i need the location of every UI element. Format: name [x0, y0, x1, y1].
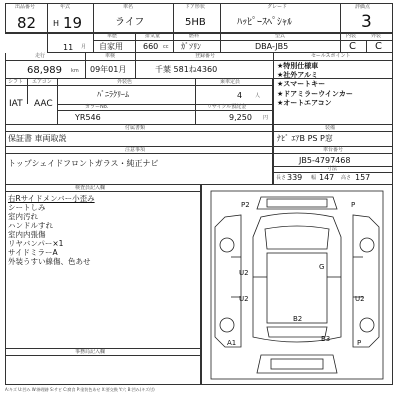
inspection-label: 検査員記入欄 — [75, 185, 106, 191]
ext-grade: C — [375, 41, 382, 52]
colorno: YR546 — [75, 113, 101, 122]
car-label: 車名 — [123, 4, 134, 10]
mark-b3: B3 — [321, 335, 331, 343]
score-label: 評価点 — [355, 4, 371, 10]
ac-label: エアコン — [32, 79, 52, 85]
mark-u2-b: U2 — [239, 295, 249, 303]
auction-sheet — [5, 3, 393, 395]
height: 157 — [355, 173, 371, 182]
plate: 千葉 581ね4360 — [155, 65, 218, 74]
doors-label: ドア形状 — [185, 4, 205, 10]
shift-label: シフト — [8, 79, 24, 85]
model-label: 型式 — [275, 33, 286, 39]
int-label: 内装 — [346, 33, 357, 39]
lot-label: 出品番号 — [15, 4, 36, 10]
vin: JB5-4797468 — [299, 156, 351, 165]
inspection-notes — [8, 194, 95, 266]
mark-u2: U2 — [239, 269, 249, 277]
sales-point: ★特別仕様車 — [277, 62, 319, 70]
month: 11 — [63, 43, 74, 52]
size-label: 寸法 — [327, 166, 338, 172]
office-label: 事務局記入欄 — [75, 349, 106, 355]
use: 自家用 — [99, 42, 123, 51]
era: H — [53, 19, 60, 28]
width: 147 — [319, 173, 335, 182]
recycle-unit: 円 — [263, 115, 269, 121]
cc-label: 排気量 — [145, 33, 161, 39]
colorno-label: カラーNo. — [85, 104, 109, 110]
year: 19 — [63, 14, 83, 32]
score: 3 — [361, 12, 372, 32]
len-label: 長さ — [276, 175, 287, 181]
mark-a1: A1 — [227, 339, 237, 347]
month-unit: 月 — [81, 44, 87, 50]
left-side — [215, 215, 241, 347]
ext-label: 外装 — [371, 33, 382, 39]
right-side — [353, 215, 379, 347]
fuel: ｶﾞｿﾘﾝ — [181, 42, 201, 51]
grade: ﾊｯﾋﾟｰｽﾍﾟｼｬﾙ — [237, 17, 292, 28]
equipment-text: ﾅﾋﾞ ｴｱB PS P窓 — [277, 134, 333, 143]
mileage-label: 走行 — [35, 53, 46, 59]
inspection-line: ハンドルすれ — [8, 221, 53, 230]
cc-unit: cc — [163, 44, 169, 50]
width-label: 幅 — [311, 175, 317, 181]
doors: 5HB — [185, 17, 206, 28]
documents-label: 付属書類 — [125, 125, 146, 131]
chassis-label: 車台番号 — [323, 147, 344, 153]
diagram-frame — [211, 191, 383, 379]
inspection-line: 外装うすい線傷、色あせ — [8, 257, 91, 266]
len: 339 — [287, 173, 303, 182]
mark-p2: P2 — [241, 201, 250, 209]
mark-p: P — [351, 201, 356, 209]
inspection-line: 室内汚れ — [8, 212, 38, 221]
recycle: 9,250 — [229, 113, 252, 122]
notes-text: トップシェイドフロントガラス・純正ナビ — [8, 159, 159, 168]
car-name: ライフ — [115, 17, 145, 28]
year-label: 年式 — [60, 4, 71, 10]
inspection-line: サイドミラーA — [8, 248, 58, 257]
sales-points — [277, 62, 353, 108]
inspection-line: シートしみ — [8, 203, 46, 212]
color: ﾊﾞﾆﾗｸﾘｰﾑ — [97, 90, 129, 99]
shaken-label: 車検 — [105, 53, 116, 59]
footer-legend: A:キズ U:凹み W:修理跡 S:サビ C:腐食 P:塗装色あせ X:要交換 Y:穴 B:凹み(キズ付) — [5, 387, 155, 392]
sales-point: ★ドアミラーウインカー — [277, 89, 353, 98]
mileage-unit: km — [71, 68, 79, 74]
fuel-label: 燃料 — [189, 33, 200, 39]
mark-u2-c: U2 — [355, 295, 365, 303]
grade-label: グレード — [267, 4, 288, 10]
notes-label: 注意事項 — [125, 147, 146, 153]
use-label: 車歴 — [107, 33, 118, 39]
height-label: 高さ — [341, 175, 352, 181]
sales-point: ★オートエアコン — [277, 98, 332, 107]
mark-g: G — [319, 263, 325, 271]
int-grade: C — [349, 41, 356, 52]
recycle-label: リサイクル預託金 — [207, 104, 247, 110]
shaken: 09年01月 — [90, 65, 127, 74]
rear-view — [257, 355, 337, 373]
documents-text: 保証書 車両取説 — [8, 134, 67, 143]
inspection-line: 室内内張傷 — [8, 230, 46, 239]
inspection-line: リヤバンパー×1 — [8, 239, 64, 248]
model: DBA-JB5 — [255, 42, 289, 51]
sales-label: セールスポイント — [311, 53, 351, 59]
mark-p-b: P — [357, 339, 362, 347]
cc: 660 — [143, 42, 159, 51]
capacity: 4 — [237, 91, 243, 100]
car-diagram — [201, 187, 393, 383]
mark-b2: B2 — [293, 315, 303, 323]
lot-number: 82 — [17, 14, 37, 32]
shift: IAT — [9, 99, 23, 109]
sales-point: ★社外アルミ — [277, 71, 318, 80]
capacity-unit: 人 — [255, 93, 261, 99]
sales-point: ★スマートキー — [277, 80, 326, 89]
ac: AAC — [34, 99, 53, 109]
color-label: 外装色 — [117, 79, 133, 85]
equipment-label: 装備 — [325, 125, 336, 131]
capacity-label: 乗車定員 — [220, 79, 241, 85]
plate-label: 登録番号 — [195, 53, 216, 59]
mileage: 68,989 — [27, 65, 62, 76]
inspection-line: 右Rサイドメンバー小歪み — [8, 194, 95, 203]
